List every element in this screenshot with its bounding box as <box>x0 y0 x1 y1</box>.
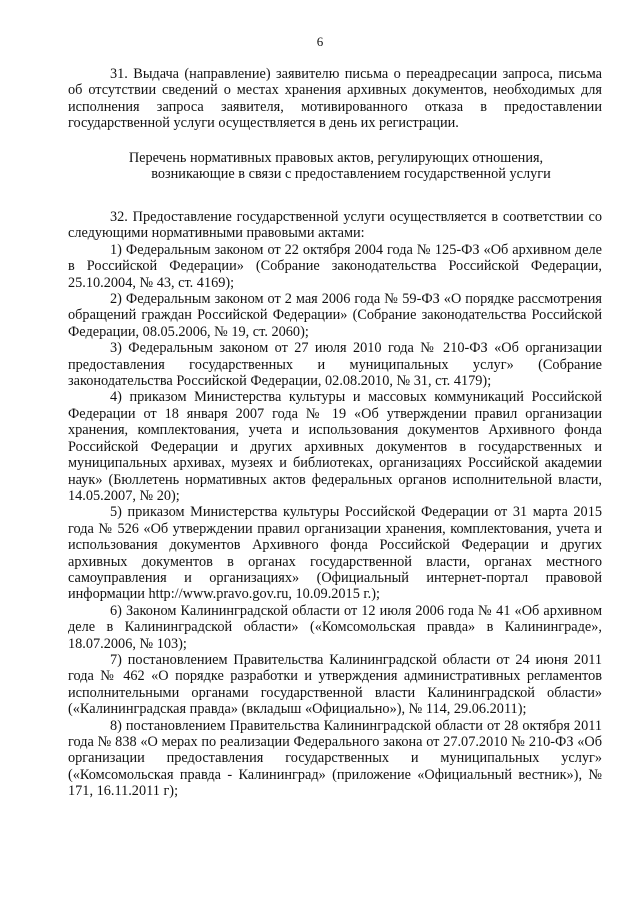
list-item-4: 4) приказом Министерства культуры и массовых коммуникаций Российской Федерации от 18 января 2007 года № 19 «Об утверждении правил организации хранения, комплектования, учета и использования документов Архивного фонда Российской Федерации и других архивных документов в государственных и муниципальных архивах, музеях и библиотеках, организациях Российской академии наук» (Бюллетень нормативных актов федеральных органов исполнительной власти, 14.05.2007, № 20); <box>68 389 602 504</box>
legal-acts-list <box>68 209 602 800</box>
paragraph-31: 31. Выдача (направление) заявителю письма о переадресации запроса, письма об отсутствии сведений о местах хранения архивных документов, необходимых для исполнения запроса заявителя, мотивированного отказа в предоставлении государственной услуги осуществляется в день их регистрации. <box>68 66 602 132</box>
list-item-1: 1) Федеральным законом от 22 октября 2004 года № 125-ФЗ «Об архивном деле в Российской Федерации» (Собрание законодательства Российской Федерации, 25.10.2004, № 43, ст. 4169); <box>68 241 602 291</box>
page-number: 6 <box>316 34 324 49</box>
list-item-7: 7) постановлением Правительства Калининградской области от 24 июня 2011 года № 462 «О порядке разработки и утверждения административных регламентов исполнительными органами государственной власти Калининградской области» («Калининградская правда» (вкладыш «Официально»), № 114, 29.06.2011); <box>68 651 602 718</box>
intro-paragraph-block <box>68 66 602 132</box>
section-heading-line-2: возникающие в связи с предоставлением государственной услуги <box>151 166 551 183</box>
list-item-3: 3) Федеральным законом от 27 июля 2010 года № 210-ФЗ «Об организации предоставления государственных и муниципальных услуг» (Собрание законодательства Российской Федерации, 02.08.2010, № 31, ст. 4179); <box>68 340 602 390</box>
list-item-6: 6) Законом Калининградской области от 12 июля 2006 года № 41 «Об архивном деле в Калининградской области» («Комсомольская правда» в Калининграде», 18.07.2006, № 103); <box>68 602 602 652</box>
list-item-8: 8) постановлением Правительства Калининградской области от 28 октября 2011 года № 838 «О мерах по реализации Федерального закона от 27.07.2010 № 210-ФЗ «Об организации предоставления государственных и муниципальных услуг» («Комсомольская правда - Калининград» (приложение «Официальный вестник»), № 171, 16.11.2011 г); <box>68 717 602 800</box>
list-item-2: 2) Федеральным законом от 2 мая 2006 года № 59-ФЗ «О порядке рассмотрения обращений граждан Российской Федерации» (Собрание законодательства Российской Федерации, 08.05.2006, № 19, ст. 2060); <box>68 291 602 340</box>
section-heading <box>80 150 592 183</box>
list-item-5: 5) приказом Министерства культуры Российской Федерации от 31 марта 2015 года № 526 «Об утверждении правил организации хранения, комплектования, учета и использования документов Архивного фонда Российской Федерации и других архивных документов в органах государственной власти, органах местного самоуправления и организациях» (Официальный интернет-портал правовой информации http://www.pravo.gov.ru, 10.09.2015 г.); <box>68 504 602 603</box>
paragraph-32: 32. Предоставление государственной услуги осуществляется в соответствии со следующими нормативными правовыми актами: <box>68 209 602 242</box>
section-heading-line-1: Перечень нормативных правовых актов, регулирующих отношения, <box>128 150 544 166</box>
